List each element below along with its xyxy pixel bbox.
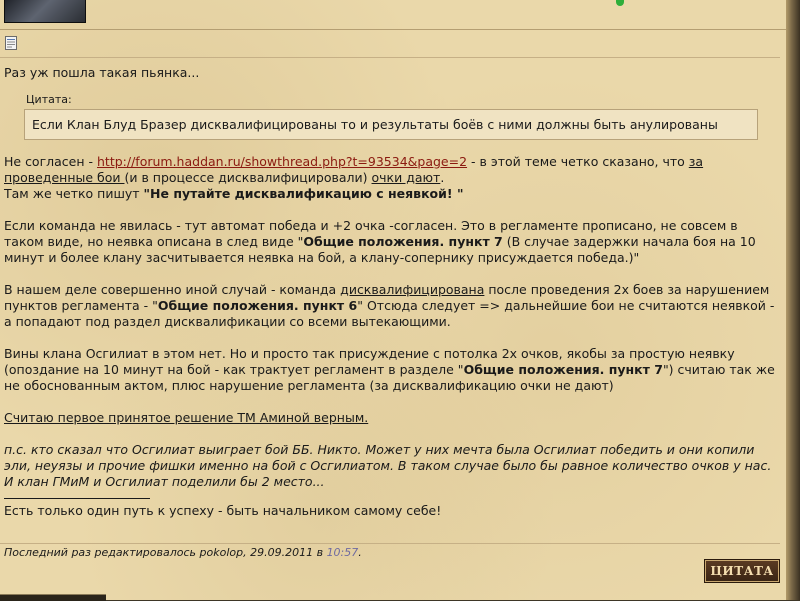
text: В нашем деле совершенно иной случай - команда — [4, 282, 341, 297]
paragraph-2 — [4, 186, 780, 202]
text: - в этой теме четко сказано, что — [467, 154, 689, 169]
online-status-icon — [616, 0, 624, 6]
text: (В случае задержки начала боя на 10 минут и более клану засчитывается неявка на бой, а клану-сопернику присуждается победа.)" — [4, 234, 756, 265]
paragraph-1 — [4, 154, 780, 186]
paragraph-7: п.с. кто сказал что Осгилиат выиграет бой ББ. Никто. Может у них мечта была Осгилиат победить и они копили эли, неуязы и прочие фишки именно на бой с Осгилиатом. В таком случае было бы равное количество очков у нас. И клан ГМиМ и Осгилиат поделили бы 2 место... — [4, 442, 772, 489]
quote-text: Если Клан Блуд Бразер дисквалифицированы то и результаты боёв с ними должны быть анулированы — [24, 109, 758, 140]
paragraph-3 — [4, 218, 780, 266]
avatar[interactable] — [4, 0, 86, 23]
document-icon — [5, 36, 17, 50]
text: после проведения 2х боев за нарушением пунктов регламента - " — [4, 282, 770, 313]
paragraph-6: Считаю первое принятое решение ТМ Аминой верным. — [4, 410, 369, 425]
quote-button[interactable]: ЦИТАТА — [705, 560, 779, 582]
text: Вины клана Осгилиат в этом нет. Но и просто так присуждение с потолка 2х очков, якобы за простую неявку (опоздание на 10 минут на бой - как трактует регламент в разделе " — [4, 346, 735, 377]
bold-text: Общие положения. пункт 7 — [463, 362, 663, 377]
underlined-text: за проведенные бои — [4, 154, 704, 185]
post-intro: Раз уж пошла такая пьянка... — [4, 65, 200, 80]
text: Там же четко пишут — [4, 186, 144, 201]
divider — [0, 29, 786, 30]
underlined-text: дисквалифицирована — [340, 282, 485, 297]
paragraph-4 — [4, 282, 780, 330]
divider — [0, 57, 780, 58]
signature-divider — [4, 498, 150, 499]
edited-note — [4, 546, 362, 559]
bold-text: "Не путайте дисквалификацию с неявкой! " — [143, 186, 464, 201]
text: . — [440, 170, 445, 185]
post-body — [4, 65, 780, 519]
bold-text: Общие положения. пункт 7 — [303, 234, 503, 249]
edited-time: 10:57 — [326, 546, 359, 559]
text: Не согласен - — [4, 154, 97, 169]
text: Последний раз редактировалось pokolop, 29.09.2011 в — [4, 546, 327, 559]
divider — [0, 543, 780, 544]
text: (и в процессе дисквалифицировали) — [124, 170, 372, 185]
paragraph-5 — [4, 346, 780, 394]
bold-text: Общие положения. пункт 6 — [157, 298, 358, 313]
text: . — [358, 546, 362, 559]
quote-block — [24, 93, 758, 140]
text: " Отсюда следует => дальнейшие бои не считаются неявкой - а попадают под раздел дисквалификации со всеми вытекающими. — [4, 298, 775, 329]
frame-border — [786, 0, 800, 600]
thread-link[interactable]: http://forum.haddan.ru/showthread.php?t=93534&page=2 — [97, 154, 468, 169]
quote-title: Цитата: — [26, 93, 72, 106]
signature: Есть только один путь к успеху - быть начальником самому себе! — [4, 503, 442, 518]
underlined-text: очки дают — [371, 170, 441, 185]
text: ") считаю так же не обоснованным актом, плюс нарушение регламента (за дисквалификацию очки не дают) — [4, 362, 775, 393]
text: Если команда не явилась - тут автомат победа и +2 очка -согласен. Это в регламенте прописано, не совсем в таком виде, но неявка описана в след виде " — [4, 218, 738, 249]
